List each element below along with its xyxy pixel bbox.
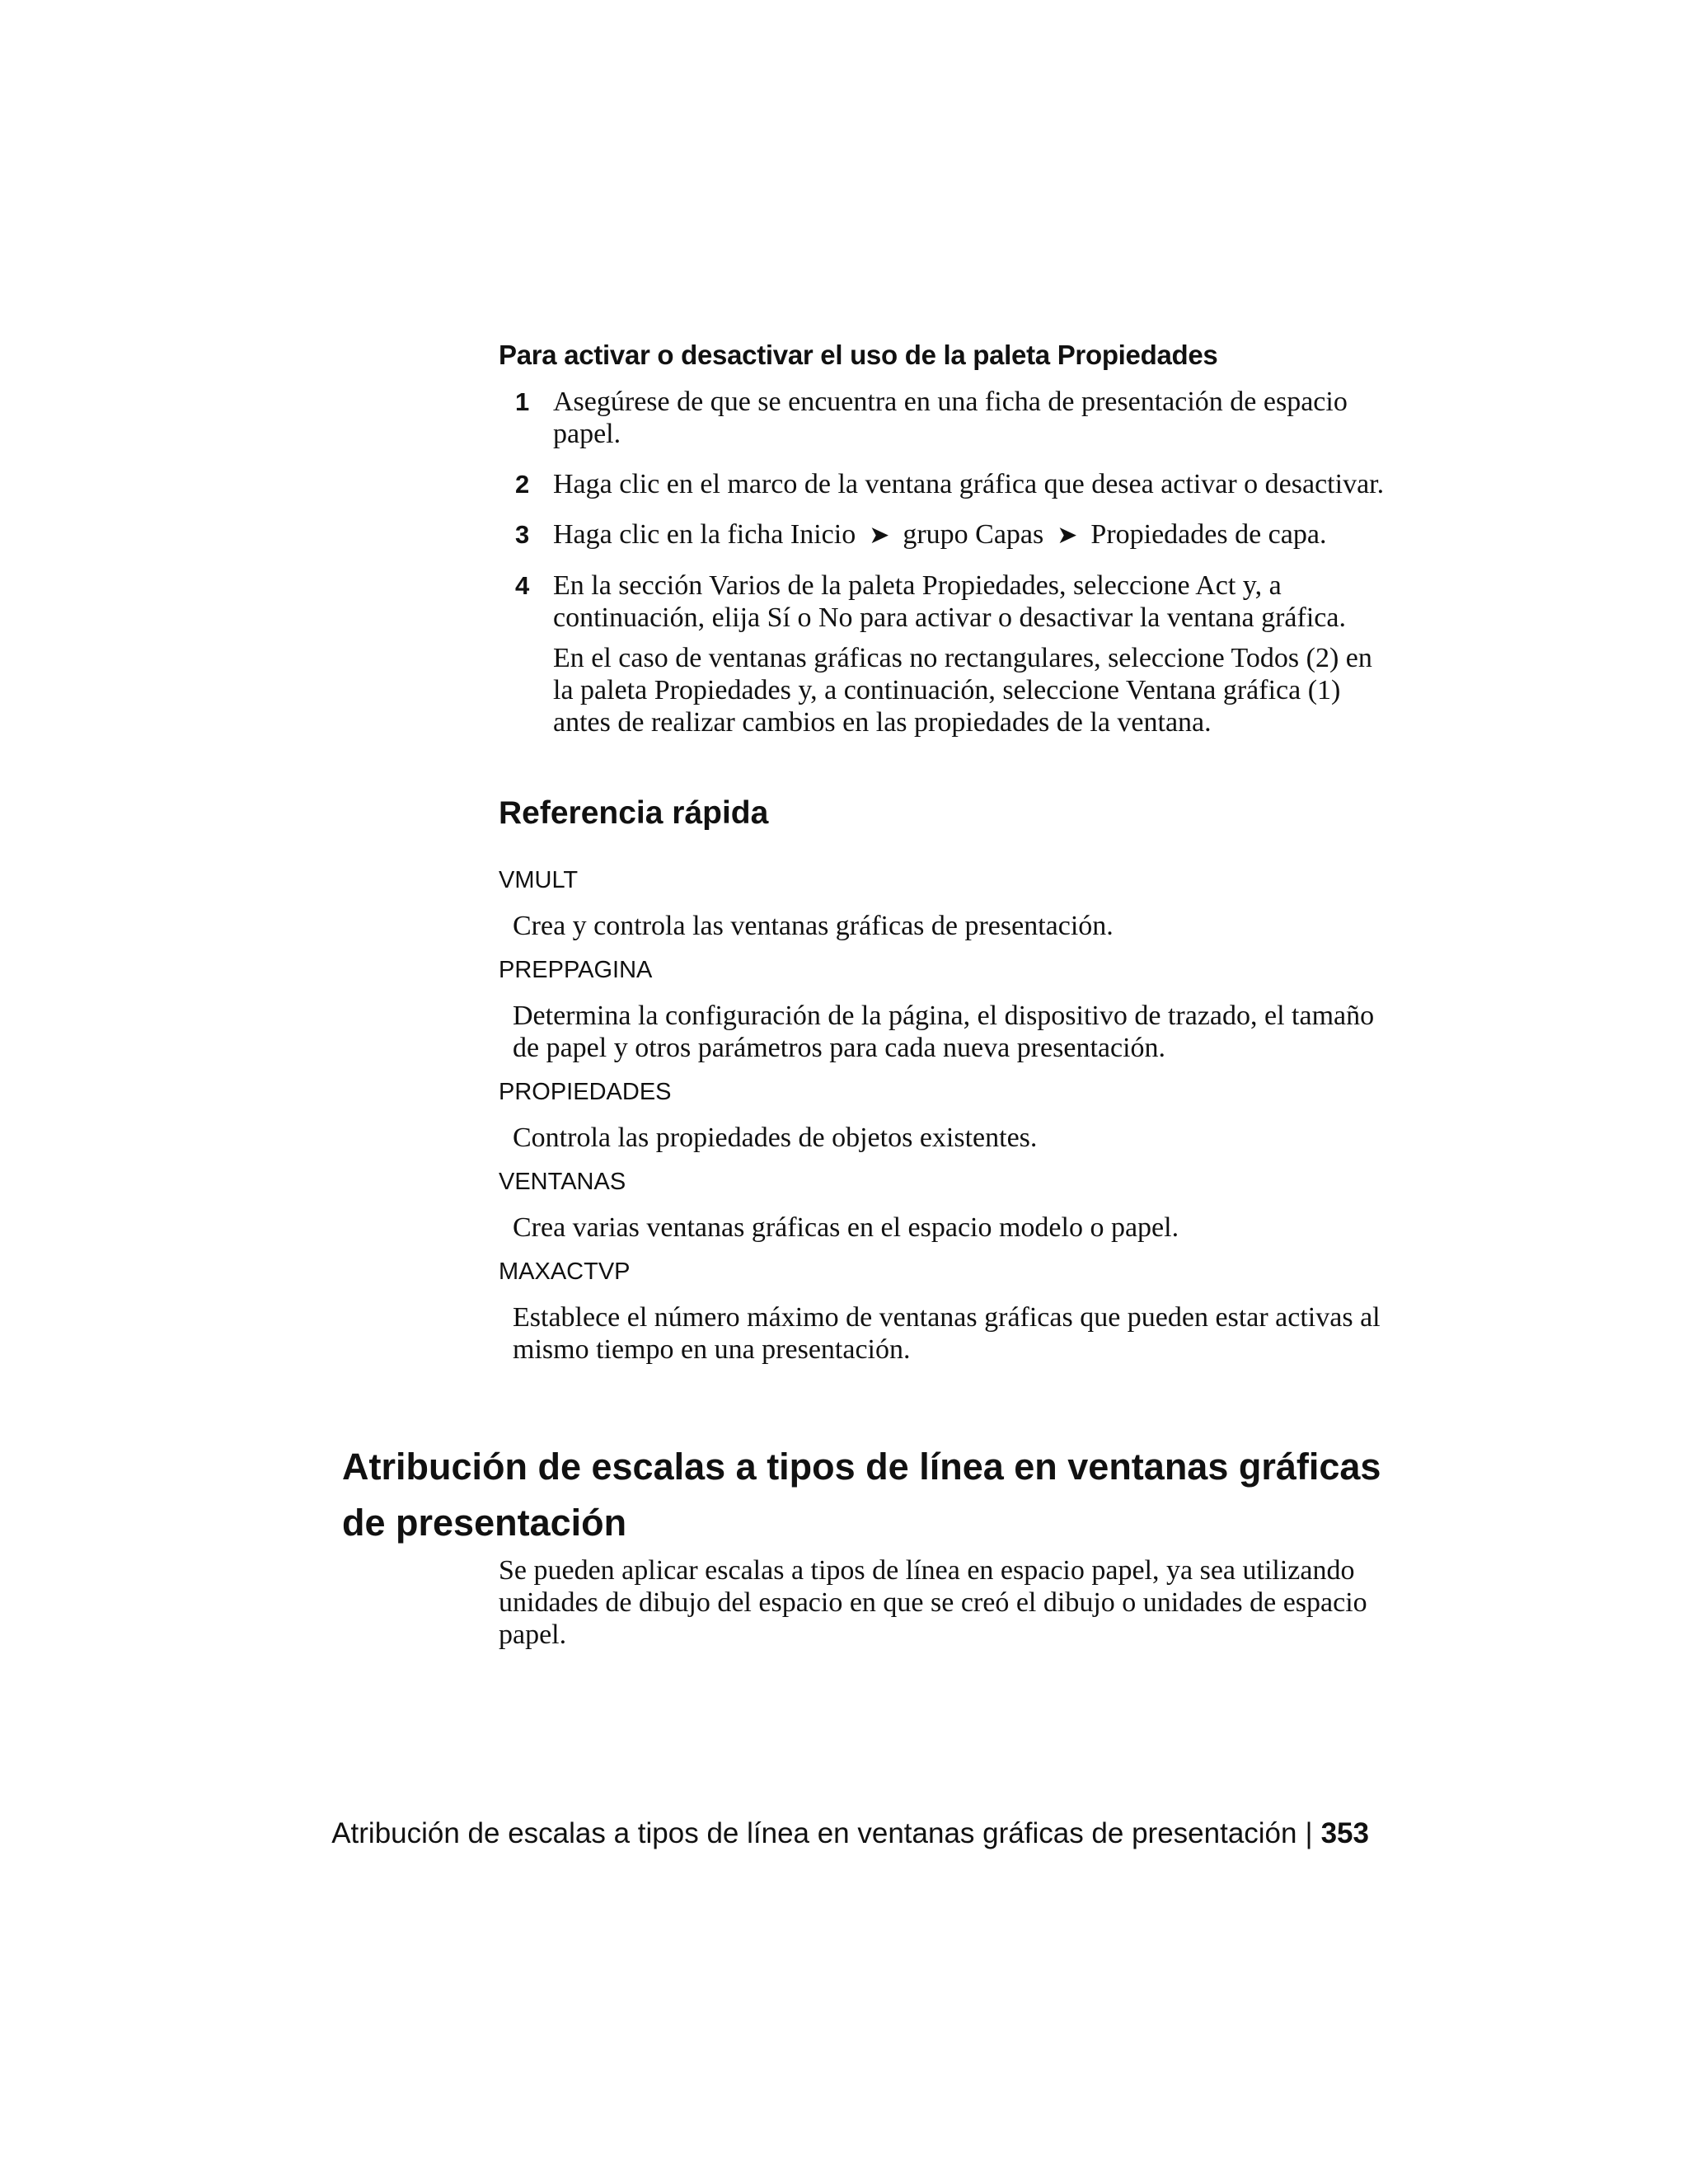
command-description: Crea y controla las ventanas gráficas de presentación. <box>513 911 1114 941</box>
step-note: En el caso de ventanas gráficas no rectangulares, seleccione Todos (2) en la paleta Propiedades y, a continuación, seleccione Ventana gráfica (1) antes de realizar cambios en las propiedades de la ventana. <box>553 643 1372 738</box>
command-name: MAXACTVP <box>499 1258 631 1285</box>
running-title: Atribución de escalas a tipos de línea en ventanas gráficas de presentación <box>331 1817 1297 1849</box>
section-title: Atribución de escalas a tipos de línea en ventanas gráficas de presentación <box>342 1446 1381 1544</box>
page-footer <box>331 1817 1369 1850</box>
step-1 <box>499 386 1389 450</box>
command-name: PREPPAGINA <box>499 957 653 983</box>
step-3 <box>499 518 1389 551</box>
page-number: 353 <box>1320 1817 1369 1849</box>
step-number: 4 <box>515 571 530 600</box>
procedure-steps <box>499 386 1389 757</box>
command-description: Controla las propiedades de objetos existentes. <box>513 1122 1038 1153</box>
footer-separator: | <box>1305 1817 1313 1849</box>
command-name: VMULT <box>499 867 579 893</box>
step-number: 2 <box>515 470 530 499</box>
step-text: Asegúrese de que se encuentra en una ficha de presentación de espacio papel. <box>553 387 1348 449</box>
command-description: Establece el número máximo de ventanas gráficas que pueden estar activas al mismo tiempo en una presentación. <box>513 1302 1381 1365</box>
step-2 <box>499 468 1389 500</box>
step-path-ribbon-tab: Haga clic en la ficha Inicio <box>553 519 856 550</box>
step-path-panel: grupo Capas <box>903 519 1044 550</box>
arrow-right-icon: ➤ <box>1057 521 1078 550</box>
command-name: VENTANAS <box>499 1169 626 1195</box>
command-description: Determina la configuración de la página, el dispositivo de trazado, el tamaño de papel y otros parámetros para cada nueva presentación. <box>513 1001 1375 1063</box>
command-description: Crea varias ventanas gráficas en el espacio modelo o papel. <box>513 1212 1179 1243</box>
step-path-command: Propiedades de capa. <box>1090 519 1327 550</box>
step-text: Haga clic en el marco de la ventana gráfica que desea activar o desactivar. <box>553 469 1385 499</box>
quick-reference-heading: Referencia rápida <box>499 795 769 831</box>
step-number: 3 <box>515 520 530 549</box>
step-4 <box>499 569 1389 738</box>
section-body: Se pueden aplicar escalas a tipos de línea en espacio papel, ya sea utilizando unidades de dibujo del espacio en que se creó el dibujo o unidades de espacio papel. <box>499 1555 1367 1650</box>
procedure-title: Para activar o desactivar el uso de la paleta Propiedades <box>499 340 1218 370</box>
step-number: 1 <box>515 387 530 416</box>
step-text: En la sección Varios de la paleta Propiedades, seleccione Act y, a continuación, elija Sí o No para activar o desactivar la ventana gráfica. <box>553 570 1346 633</box>
arrow-right-icon: ➤ <box>869 521 890 550</box>
quick-reference-list <box>499 864 1389 1377</box>
command-name: PROPIEDADES <box>499 1079 672 1105</box>
